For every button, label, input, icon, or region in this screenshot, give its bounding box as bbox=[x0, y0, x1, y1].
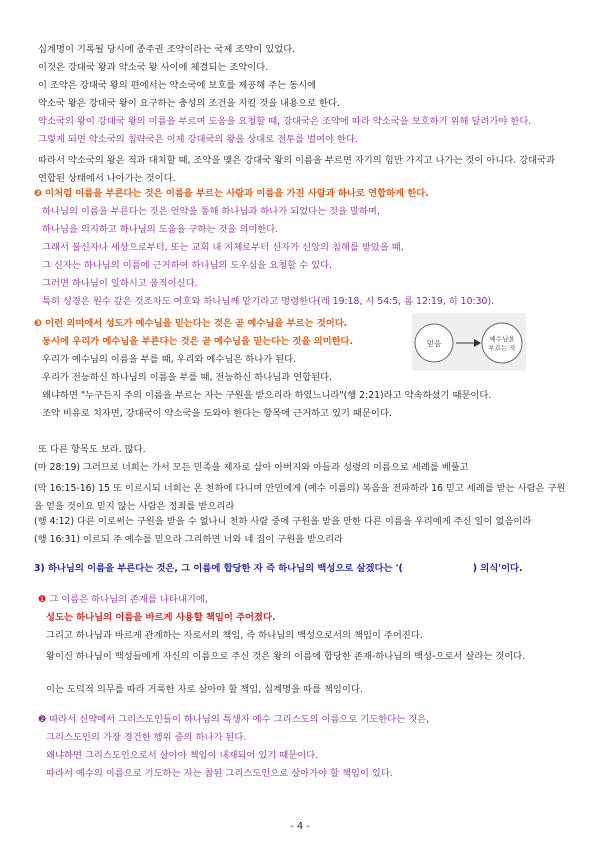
highlight-line: 그 신자는 하나님의 이름에 근거하여 하나님의 도우심을 요청할 수 있다. bbox=[42, 260, 332, 271]
circled-number-1: ❶ bbox=[38, 594, 47, 605]
highlight-line: 그리스도인의 가장 경건한 행위 중의 하나가 된다. bbox=[46, 732, 247, 743]
text-line: 왜냐하면 "누구든지 주의 이름을 부르는 자는 구원을 받으리라 하였느니라"(행 2:21)라고 약속하셨기 때문이다. bbox=[42, 390, 492, 401]
text-line: 또 다른 항목도 보라. 많다. bbox=[38, 444, 146, 455]
text-line: 우리가 전능하신 하나님의 이름을 부를 때, 전능하신 하나님과 연합된다. bbox=[42, 372, 332, 383]
faith-label: 믿음 bbox=[426, 339, 442, 348]
heading-text: 이처럼 이름을 부른다는 것은 이름을 부르는 사람과 이름을 가진 사람과 하나로 연합하게 한다. bbox=[45, 188, 429, 199]
circled-number-2: ❷ bbox=[38, 714, 47, 725]
sub-heading bbox=[38, 714, 429, 726]
highlight-line: 약소국의 왕이 강대국 왕의 이름을 부르며 도움을 요청할 때, 강대국은 조약에 따라 약소국을 보호하기 위해 달려가야 한다. bbox=[38, 116, 532, 127]
text-line: 이 조약은 강대국 왕의 편에서는 약소국에 보호를 제공해 주는 동시에 bbox=[38, 80, 317, 91]
text-line: 조약 비유로 치자면, 강대국이 약소국을 도와야 한다는 항목에 근거하고 있기 때문이다. bbox=[42, 408, 392, 419]
verse-line: (막 16:15-16) 15 또 이르시되 너희는 온 천하에 다니며 만민에게 (예수 이름의) 복음을 전파하라 16 믿고 세례를 받는 사람은 구원을 얻을 것이요 믿지 않는 사람은 정죄를 받으리라 bbox=[34, 483, 566, 512]
text-line: 이는 도덕적 의무를 따라 거룩한 자로 살아야 할 책임, 십계명을 따를 책임이다. bbox=[46, 684, 363, 695]
page-number: - 4 - bbox=[290, 821, 310, 832]
faith-diagram-svg bbox=[412, 313, 526, 371]
sub-heading-text: 그 이름은 하나님의 존재를 나타내기에, bbox=[49, 594, 208, 605]
highlight-line: 그러면 하나님이 일하시고 움직이신다. bbox=[42, 278, 198, 289]
verse-line: (행 4:12) 다른 이로써는 구원을 받을 수 없나니 천하 사람 중에 구원을 받을 만한 다른 이름을 우리에게 주신 일이 없음이라 bbox=[34, 516, 532, 527]
caller-label-1: 예수님을 bbox=[489, 335, 515, 343]
text-line: 약소국 왕은 강대국 왕이 요구하는 충성의 조건을 지킬 것을 내용으로 한다. bbox=[38, 98, 340, 109]
text-line: 이것은 강대국 왕과 약소국 왕 사이에 체결되는 조약이다. bbox=[38, 62, 269, 73]
verse-line: (행 16:31) 이르되 주 예수를 믿으라 그리하면 너와 네 집이 구원을 받으리라 bbox=[34, 534, 344, 545]
highlight-line: 하나님을 의지하고 하나님의 도움을 구하는 것을 의미한다. bbox=[42, 224, 279, 235]
text-line: 우리가 예수님의 이름을 부를 때, 우리와 예수님은 하나가 된다. bbox=[42, 354, 297, 365]
heading-text: 이런 의미에서 성도가 예수님을 믿는다는 것은 곧 예수님을 부르는 것이다. bbox=[45, 318, 348, 329]
section-heading bbox=[34, 188, 429, 200]
heading-text-end: ) 의식'이다. bbox=[472, 563, 523, 574]
section-subheading: 동시에 우리가 예수님을 부른다는 것은 곧 예수님을 믿는다는 것을 의미한다. bbox=[42, 336, 354, 347]
arrow-head-icon bbox=[474, 339, 481, 347]
faith-diagram bbox=[412, 313, 526, 371]
heading-text: 3) 하나님의 이름을 부른다는 것은, 그 이름에 합당한 자 즉 하나님의 백성으로 살겠다는 '( bbox=[34, 563, 403, 574]
text-paragraph: 왕이신 하나님이 백성들에게 자신의 이름으로 주신 것은 왕의 이름에 합당한 존재-하나님의 백성-으로서 살라는 것이다. bbox=[46, 651, 526, 662]
circled-number-2: ❷ bbox=[34, 188, 42, 199]
highlight-line: 하나님의 이름을 부른다는 것은 언약을 통해 하나님과 하나가 되었다는 것을 말하며, bbox=[42, 206, 380, 217]
caller-label-2: 부르는 자 bbox=[488, 344, 516, 352]
main-heading bbox=[34, 563, 523, 575]
sub-heading-text: 따라서 신약에서 그리스도인들이 하나님의 특생자 예수 그리스도의 이름으로 기도한다는 것은, bbox=[49, 714, 430, 725]
highlight-line: 왜냐하면 그리스도인으로서 살아야 책임이 내재되어 있기 때문이다. bbox=[46, 750, 319, 761]
text-line: 십계명이 기록될 당시에 종주권 조약이라는 국제 조약이 있었다. bbox=[38, 44, 296, 55]
section-heading bbox=[34, 318, 347, 330]
highlight-line: 따라서 예수의 이름으로 기도하는 자는 참된 그리스도인으로 살아가야 할 책임이 있다. bbox=[46, 768, 393, 779]
emphasis-line: 성도는 하나님의 이름을 바르게 사용할 책임이 주어졌다. bbox=[46, 612, 276, 623]
caller-circle bbox=[482, 323, 522, 363]
highlight-line: 특히 성경은 원수 갚은 것조차도 여호와 하나님께 맡기라고 명령한다(레 19:18, 시 54:5, 롬 12:19, 히 10:30). bbox=[42, 296, 495, 307]
text-paragraph: 따라서 약소국의 왕은 적과 대치할 때, 조약을 맺은 강대국 왕의 이름을 부르면 자기의 힘만 가지고 나가는 것이 아니다. 강대국과 연합된 상태에서 나아가는 것이다. bbox=[38, 155, 556, 184]
verse-line: (마 28:19) 그러므로 너희는 가서 모든 민족을 제자로 삼아 아버지와 아들과 성령의 이름으로 세례를 베풀고 bbox=[34, 462, 469, 473]
highlight-line: 그렇게 되면 약소국의 침략국은 이제 강대국의 왕을 상대로 전투를 벌여야 한다. bbox=[38, 134, 358, 145]
circled-number-3: ❸ bbox=[34, 318, 42, 329]
highlight-line: 그래서 불신자나 세상으로부터, 또는 교회 내 지체로부터 신자가 신앙의 침해를 받았을 때, bbox=[42, 242, 404, 253]
sub-heading bbox=[38, 594, 208, 606]
text-line: 그리고 하나님과 바르게 관계하는 자로서의 책임, 즉 하나님의 백성으로서의 책임이 주어진다. bbox=[46, 630, 423, 641]
